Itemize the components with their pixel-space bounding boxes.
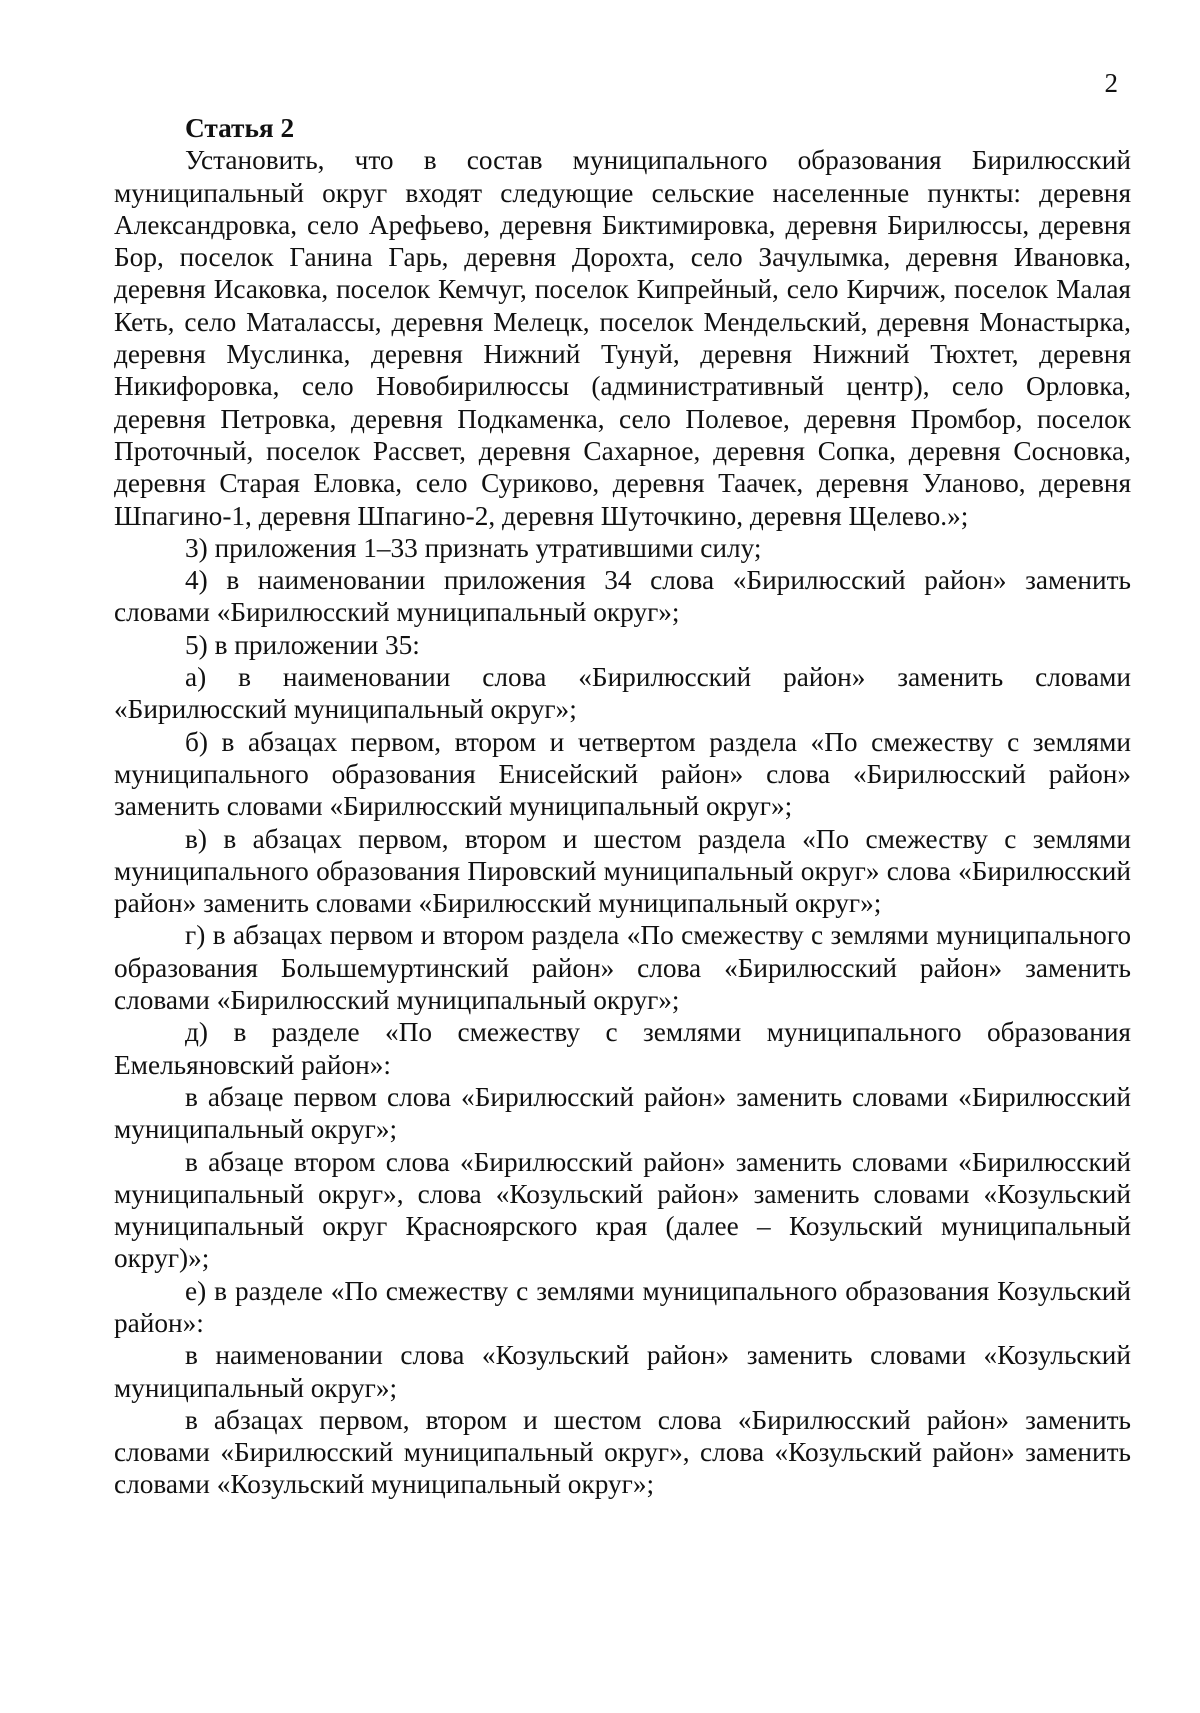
paragraph-item-4: 4) в наименовании приложения 34 слова «Бирилюсский район» заменить словами «Бирилюсский муниципальный округ»; <box>114 565 1131 628</box>
paragraph-item-5b: б) в абзацах первом, втором и четвертом раздела «По смежеству с землями муниципального образования Енисейский район» слова «Бирилюсский район» заменить словами «Бирилюсский муниципальный округ»; <box>114 726 1131 822</box>
paragraph-article-2-settlements: Установить, что в состав муниципального образования Бирилюсский муниципальный округ входят следующие сельские населенные пункты: деревня Александровка, село Арефьево, деревня Биктимировка, деревня Бирилюссы, деревня Бор, поселок Ганина Гарь, деревня Дорохта, село Зачулымка, деревня Ивановка, деревня Исаковка, поселок Кемчуг, поселок Кипрейный, село Кирчиж, поселок Малая Кеть, село Маталассы, деревня Мелецк, поселок Мендельский, деревня Монастырка, деревня Муслинка, деревня Нижний Тунуй, деревня Нижний Тюхтет, деревня Никифоровка, село Новобирилюссы (административный центр), село Орловка, деревня Петровка, деревня Подкаменка, село Полевое, деревня Промбор, поселок Проточный, поселок Рассвет, деревня Сахарное, деревня Сопка, деревня Сосновка, деревня Старая Еловка, село Суриково, деревня Таачек, деревня Уланово, деревня Шпагино-1, деревня Шпагино-2, деревня Шуточкино, деревня Щелево.»; <box>114 145 1131 531</box>
paragraph-item-3: 3) приложения 1–33 признать утратившими силу; <box>185 532 762 563</box>
article-heading: Статья 2 <box>185 113 295 143</box>
paragraph-item-5d: д) в разделе «По смежеству с землями муниципального образования Емельяновский район»: <box>114 1017 1131 1080</box>
paragraph-item-5: 5) в приложении 35: <box>185 629 420 660</box>
document-body <box>114 112 1131 1501</box>
paragraph-item-5d-second: в абзаце втором слова «Бирилюсский район» заменить словами «Бирилюсский муниципальный округ», слова «Козульский район» заменить словами «Козульский муниципальный округ Красноярского края (далее – Козульский муниципальный округ)»; <box>114 1146 1131 1274</box>
paragraph-item-5e-paragraphs: в абзацах первом, втором и шестом слова «Бирилюсский район» заменить словами «Бирилюсский муниципальный округ», слова «Козульский район» заменить словами «Козульский муниципальный округ»; <box>114 1404 1131 1500</box>
page-number: 2 <box>1104 68 1118 98</box>
paragraph-item-5g: г) в абзацах первом и втором раздела «По смежеству с землями муниципального образования Большемуртинский район» слова «Бирилюсский район» заменить словами «Бирилюсский муниципальный округ»; <box>114 920 1131 1016</box>
paragraph-item-5e: е) в разделе «По смежеству с землями муниципального образования Козульский район»: <box>114 1275 1131 1338</box>
paragraph-item-5a: а) в наименовании слова «Бирилюсский район» заменить словами «Бирилюсский муниципальный округ»; <box>114 662 1131 725</box>
paragraph-item-5d-first: в абзаце первом слова «Бирилюсский район» заменить словами «Бирилюсский муниципальный округ»; <box>114 1081 1131 1145</box>
paragraph-item-5e-title: в наименовании слова «Козульский район» заменить словами «Козульский муниципальный округ»; <box>114 1340 1131 1403</box>
paragraph-item-5v: в) в абзацах первом, втором и шестом раздела «По смежеству с землями муниципального образования Пировский муниципальный округ» слова «Бирилюсский район» заменить словами «Бирилюсский муниципальный округ»; <box>114 823 1131 919</box>
